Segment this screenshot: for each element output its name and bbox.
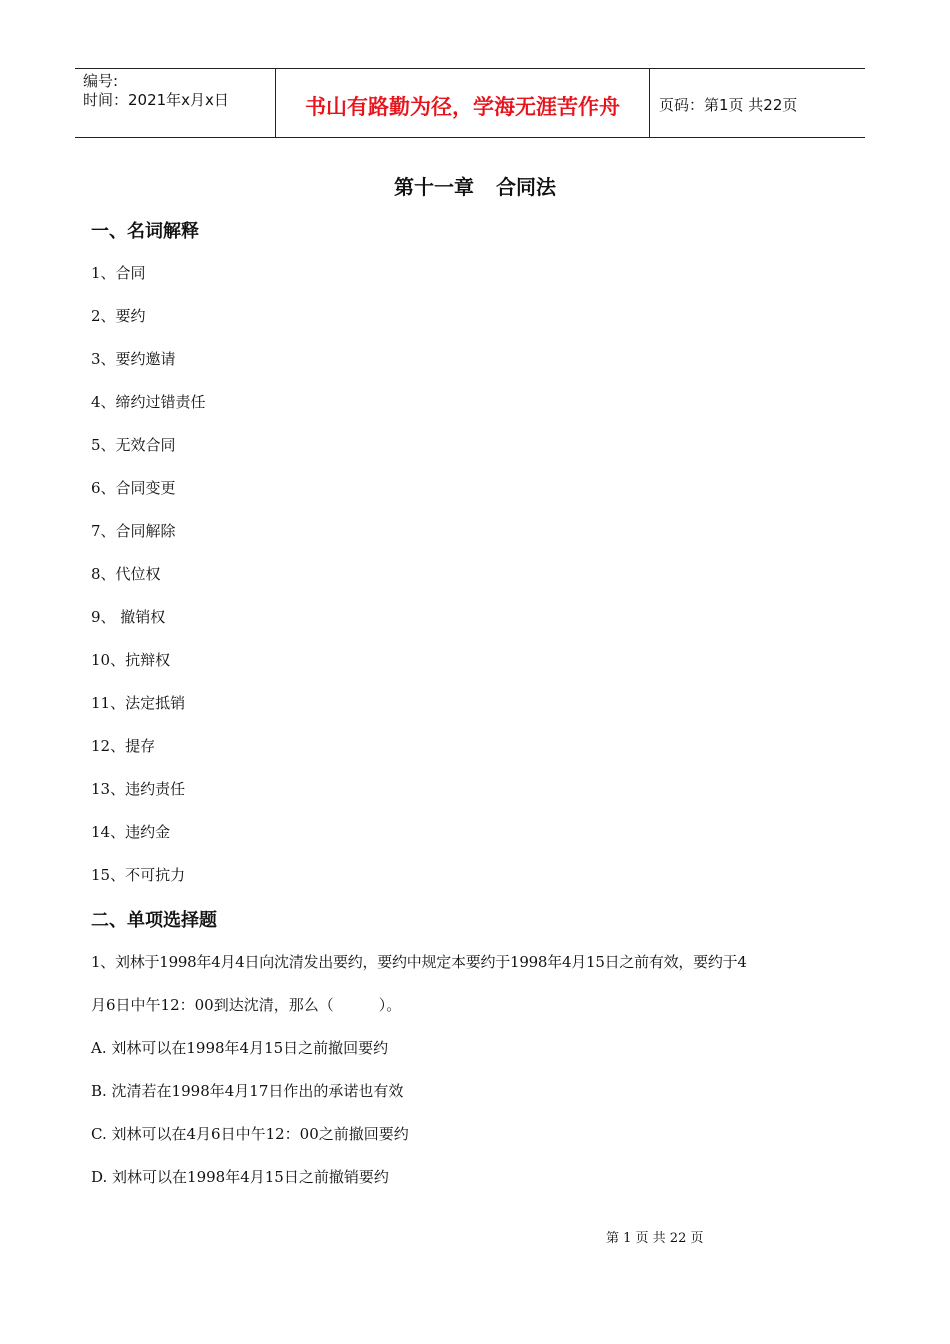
term-item: 1、合同 xyxy=(91,264,146,282)
chapter-number: 第十一章 xyxy=(394,175,474,199)
header-meta-cell xyxy=(75,69,275,137)
document-number-label: 编号: xyxy=(83,72,119,90)
term-item: 4、缔约过错责任 xyxy=(91,393,206,411)
header-page-info: 页码：第1页 共22页 xyxy=(659,96,798,114)
term-item: 7、合同解除 xyxy=(91,522,176,540)
term-item: 5、无效合同 xyxy=(91,436,176,454)
term-item: 13、违约责任 xyxy=(91,780,186,798)
chapter-name: 合同法 xyxy=(496,175,556,199)
term-item: 3、要约邀请 xyxy=(91,350,176,368)
option-c: C. 刘林可以在4月6日中午12：00之前撤回要约 xyxy=(91,1125,409,1143)
document-date: 时间：2021年x月x日 xyxy=(83,91,229,109)
page-header xyxy=(75,68,865,138)
header-page-cell xyxy=(649,69,865,137)
term-item: 12、提存 xyxy=(91,737,156,755)
section-heading-terms: 一、名词解释 xyxy=(91,221,199,242)
option-d: D. 刘林可以在1998年4月15日之前撤销要约 xyxy=(91,1168,389,1186)
term-item: 14、违约金 xyxy=(91,823,171,841)
section-heading-single-choice: 二、单项选择题 xyxy=(91,910,217,931)
question-stem-line2: 月6日中午12：00到达沈清，那么（ ）。 xyxy=(91,996,402,1014)
term-item: 2、要约 xyxy=(91,307,146,325)
term-item: 15、不可抗力 xyxy=(91,866,186,884)
chapter-title xyxy=(0,171,950,200)
header-motto: 书山有路勤为径，学海无涯苦作舟 xyxy=(305,95,620,119)
term-item: 8、代位权 xyxy=(91,565,161,583)
option-a: A. 刘林可以在1998年4月15日之前撤回要约 xyxy=(91,1039,389,1057)
term-item: 9、 撤销权 xyxy=(91,608,166,626)
header-motto-cell xyxy=(275,69,650,137)
question-stem-line1: 1、刘林于1998年4月4日向沈清发出要约，要约中规定本要约于1998年4月15日之前有效，要约于4 xyxy=(91,953,747,971)
term-item: 6、合同变更 xyxy=(91,479,176,497)
page-footer: 第 1 页 共 22 页 xyxy=(606,1231,704,1246)
term-item: 10、抗辩权 xyxy=(91,651,171,669)
option-b: B. 沈清若在1998年4月17日作出的承诺也有效 xyxy=(91,1082,404,1100)
term-item: 11、法定抵销 xyxy=(91,694,186,712)
